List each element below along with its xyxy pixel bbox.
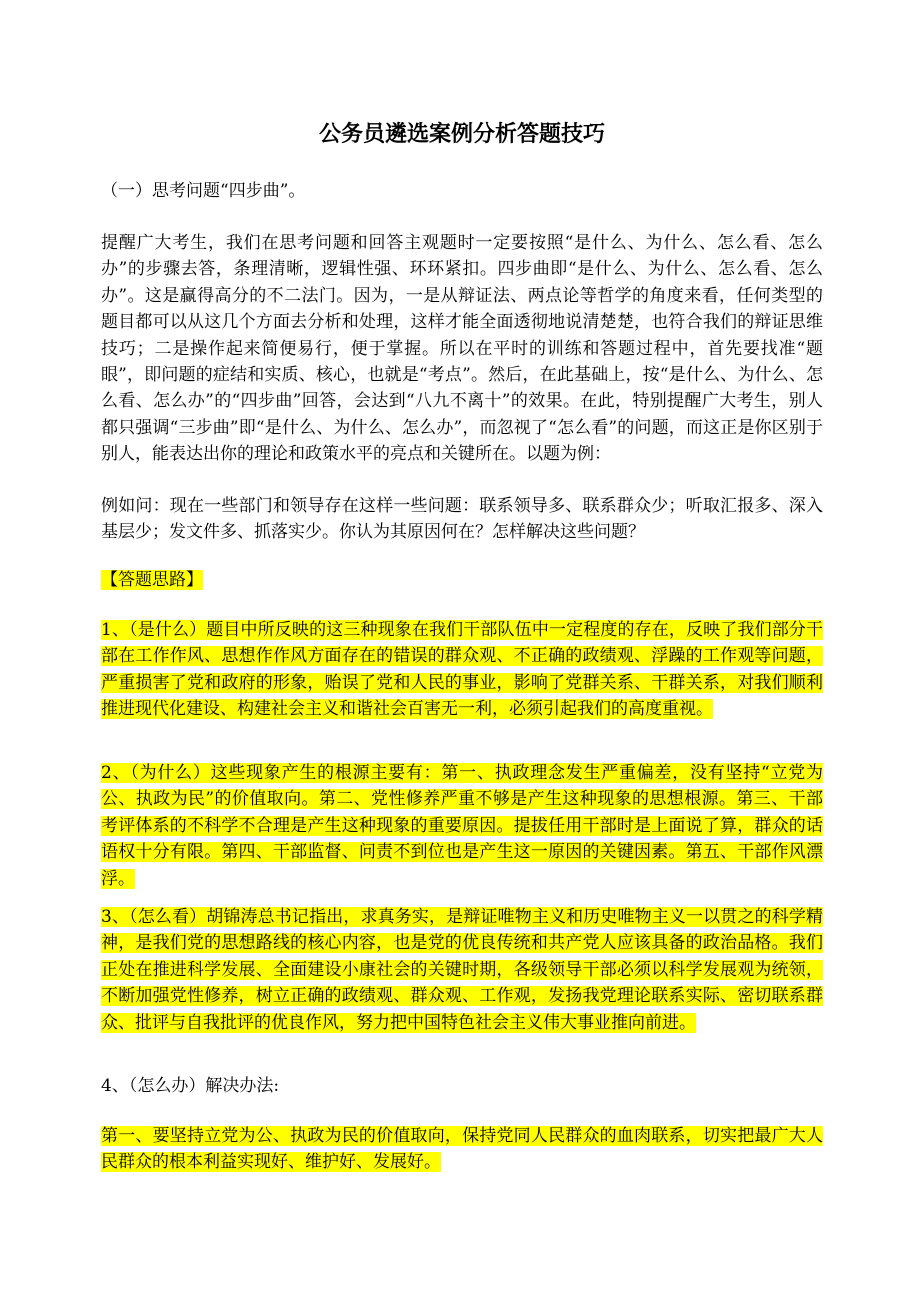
point-1-text: 1、（是什么）题目中所反映的这三种现象在我们干部队伍中一定程度的存在，反映了我们部分干部在工作作风、思想作作风方面存在的错误的群众观、不正确的政绩观、浮躁的工作观等问题，严重损害了党和政府的形象，贻误了党和人民的事业，影响了党群关系、干群关系，对我们顺利推进现代化建设、构建社会主义和谐社会百害无一利，必须引起我们的高度重视。 (101, 620, 823, 720)
answer-heading-text: 【答题思路】 (101, 570, 203, 590)
point-4-first-paragraph (101, 1123, 823, 1176)
section-heading-text: （一）思考问题“四步曲”。 (101, 181, 306, 201)
intro-paragraph: 提醒广大考生，我们在思考问题和回答主观题时一定要按照“是什么、为什么、怎么看、怎么办”的步骤去答，条理清晰，逻辑性强、环环紧扣。四步曲即“是什么、为什么、怎么看、怎么办”。这是赢得高分的不二法门。因为，一是从辩证法、两点论等哲学的角度来看，任何类型的题目都可以从这几个方面去分析和处理，这样才能全面透彻地说清楚楚，也符合我们的辩证思维技巧；二是操作起来简便易行，便于掌握。所以在平时的训练和答题过程中，首先要找准“题眼”，即问题的症结和实质、核心，也就是“考点”。然后，在此基础上，按“是什么、为什么、怎么看、怎么办”的“四步曲”回答，会达到“八九不离十”的效果。在此，特别提醒广大考生，别人都只强调“三步曲”即“是什么、为什么、怎么办”，而忽视了“怎么看”的问题，而这正是你区别于别人，能表达出你的理论和政策水平的亮点和关键所在。以题为例： (101, 233, 823, 465)
point-3-text: 3、（怎么看）胡锦涛总书记指出，求真务实，是辩证唯物主义和历史唯物主义一以贯之的科学精神，是我们党的思想路线的核心内容，也是党的优良传统和共产党人应该具备的政治品格。我们正处在推进科学发展、全面建设小康社会的关键时期，各级领导干部必须以科学发展观为统领，不断加强党性修养，树立正确的政绩观、群众观、工作观，发扬我党理论联系实际、密切联系群众、批评与自我批评的优良作风，努力把中国特色社会主义伟大事业推向前进。 (101, 907, 823, 1033)
example-question: 例如问：现在一些部门和领导存在这样一些问题：联系领导多、联系群众少；听取汇报多、深入基层少；发文件多、抓落实少。你认为其原因何在？怎样解决这些问题？ (101, 496, 823, 543)
point-2-text: 2、（为什么）这些现象产生的根源主要有：第一、执政理念发生严重偏差，没有坚持“立党为公、执政为民”的价值取向。第二、党性修养严重不够是产生这种现象的思想根源。第三、干部考评体系的不科学不合理是产生这种现象的重要原因。提拔任用干部时是上面说了算，群众的话语权十分有限。第四、干部监督、问责不到位也是产生这一原因的关键因素。第五、干部作风漂浮。 (101, 763, 823, 889)
point-4-heading: 4、（怎么办）解决办法: (101, 1076, 280, 1096)
point-3-paragraph (101, 904, 823, 1036)
document-title: 公务员遴选案例分析答题技巧 (318, 122, 605, 147)
point-1-paragraph (101, 617, 823, 723)
section-heading (101, 178, 823, 204)
point-4-first-text: 第一、要坚持立党为公、执政为民的价值取向，保持党同人民群众的血肉联系，切实把最广大人民群众的根本利益实现好、维护好、发展好。 (101, 1126, 823, 1173)
answer-heading (101, 567, 823, 593)
point-2-paragraph (101, 760, 823, 892)
